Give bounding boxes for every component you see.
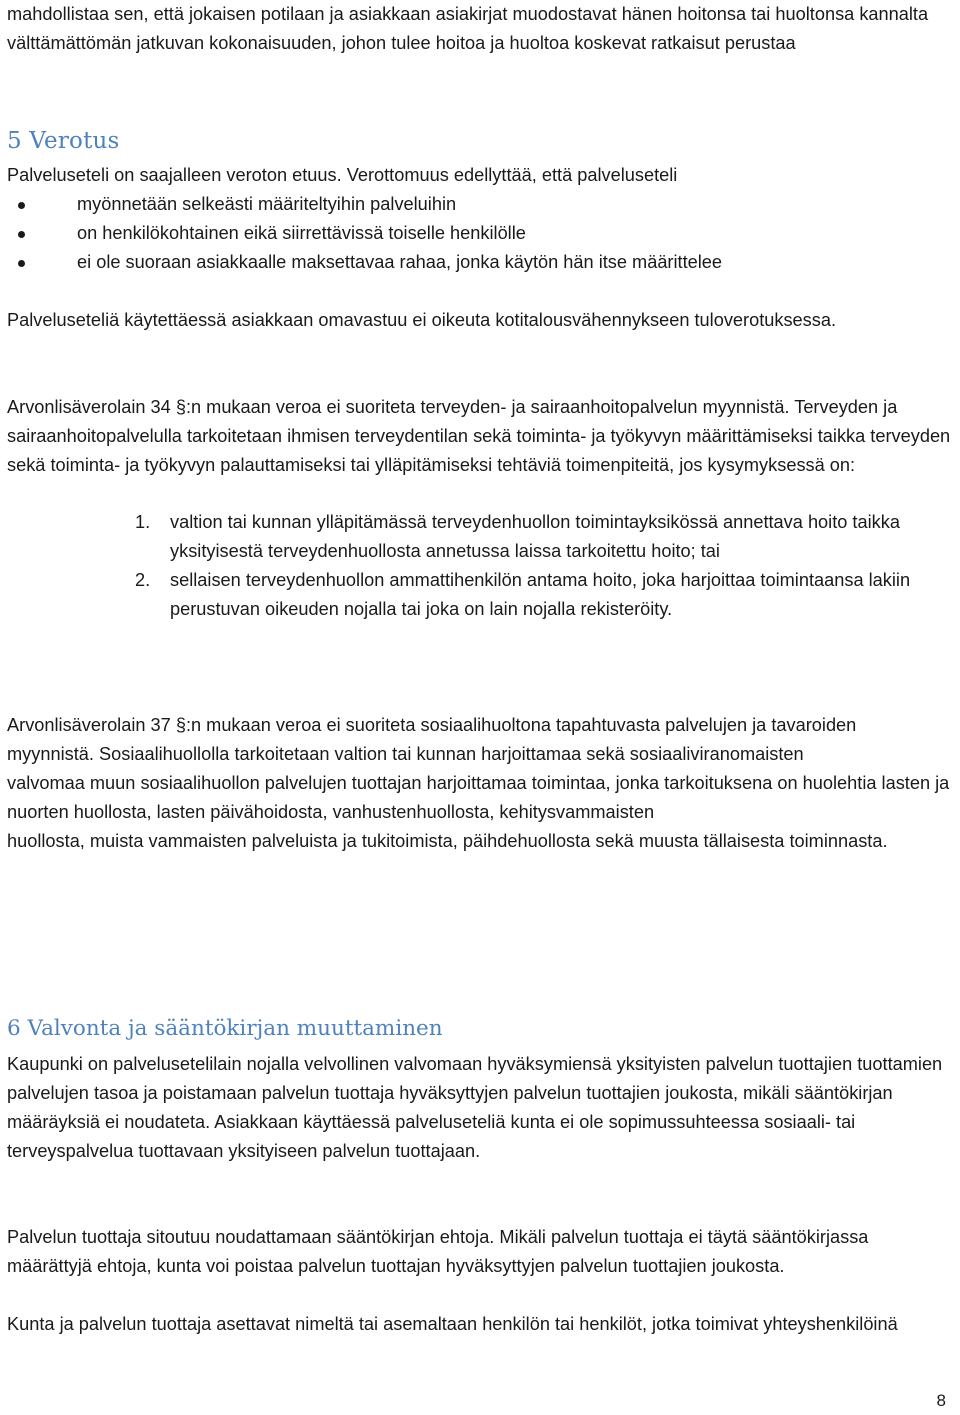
list-item-text: valtion tai kunnan ylläpitämässä terveydenhuollon toimintayksikössä annettava hoito taikka yksityisestä terveydenhuollosta annetussa laissa tarkoitettu hoito; tai (170, 512, 900, 561)
list-item (7, 248, 952, 277)
section-5-lead: Palveluseteli on saajalleen veroton etuus. Verottomuus edellyttää, että palveluseteli (7, 165, 678, 185)
list-number: 2. (135, 570, 151, 590)
sitoutuminen-paragraph: Palvelun tuottaja sitoutuu noudattamaan sääntökirjan ehtoja. Mikäli palvelun tuottaja ei täytä sääntökirjassa määrättyjä ehtoja, kunta voi poistaa palvelun tuottajan hyväksyttyjen palvelun tuottajien joukosta. (7, 1227, 869, 1276)
valvonta-paragraph: Kaupunki on palvelusetelilain nojalla velvollinen valvomaan hyväksymiensä yksityisten palvelun tuottajien tuottamien palvelujen tasoa ja poistamaan palvelun tuottaja hyväksyttyjen palvelun tuottajien joukosta, mikäli sääntökirjan määräyksiä ei noudateta. Asiakkaan käyttäessä palveluseteliä kunta ei ole sopimussuhteessa sosiaali- tai terveyspalvelua tuottavaan yksityiseen palvelun tuottajaan. (7, 1054, 943, 1161)
yhteyshenkilo-paragraph: Kunta ja palvelun tuottaja asettavat nimeltä tai asemaltaan henkilön tai henkilöt, jotka toimivat yhteyshenkilöinä (7, 1314, 898, 1334)
bullet-icon (18, 231, 25, 238)
list-item-text: sellaisen terveydenhuollon ammattihenkilön antama hoito, joka harjoittaa toimintaansa lakiin perustuvan oikeuden nojalla tai joka on lain nojalla rekisteröity. (170, 570, 911, 619)
intro-paragraph: mahdollistaa sen, että jokaisen potilaan ja asiakkaan asiakirjat muodostavat hänen hoitonsa tai huoltonsa kannalta välttämättömän jatkuvan kokonaisuuden, johon tulee hoitoa ja huoltoa koskevat ratkaisut perustaa (7, 4, 929, 53)
list-item (7, 190, 952, 219)
list-item-text: on henkilökohtainen eikä siirrettävissä toiselle henkilölle (77, 223, 526, 243)
text-line: huollosta, muista vammaisten palveluista ja tukitoimista, päihdehuollosta sekä muusta tällaisesta toiminnasta. (7, 831, 888, 851)
bullet-icon (18, 202, 25, 209)
verotus-bullet-list (7, 190, 952, 277)
section-6-heading: 6 Valvonta ja sääntökirjan muuttaminen (7, 1016, 443, 1041)
bullet-icon (18, 260, 25, 267)
list-item (7, 566, 952, 624)
alv-37-paragraph (7, 711, 952, 856)
list-item (7, 508, 952, 566)
text-line: myynnistä. Sosiaalihuollolla tarkoitetaan valtion tai kunnan harjoittamaa sekä sosiaaliviranomaisten (7, 744, 804, 764)
alv-34-paragraph: Arvonlisäverolain 34 §:n mukaan veroa ei suoriteta terveyden- ja sairaanhoitopalvelun myynnistä. Terveyden ja sairaanhoitopalvelulla tarkoitetaan ihmisen terveydentilan sekä toiminta- ja työkyvyn määrittämiseksi taikka terveyden sekä toiminta- ja työkyvyn palauttamiseksi tai ylläpitämiseksi tehtäviä toimenpiteitä, jos kysymyksessä on: (7, 397, 951, 475)
omavastuu-paragraph: Palveluseteliä käytettäessä asiakkaan omavastuu ei oikeuta kotitalousvähennykseen tuloverotuksessa. (7, 310, 837, 330)
list-item-text: ei ole suoraan asiakkaalle maksettavaa rahaa, jonka käytön hän itse määrittelee (77, 252, 723, 272)
section-5-heading: 5 Verotus (7, 128, 120, 154)
page-number: 8 (936, 1391, 946, 1410)
list-item (7, 219, 952, 248)
text-line: valvomaa muun sosiaalihuollon palvelujen tuottajan harjoittamaa toimintaa, jonka tarkoituksena on huolehtia lasten ja nuorten huollosta, lasten päivähoidosta, vanhustenhuollosta, kehitysvammaisten (7, 773, 950, 822)
hoito-numbered-list (7, 508, 952, 624)
list-number: 1. (135, 512, 151, 532)
list-item-text: myönnetään selkeästi määriteltyihin palveluihin (77, 194, 457, 214)
text-line: Arvonlisäverolain 37 §:n mukaan veroa ei suoriteta sosiaalihuoltona tapahtuvasta palvelujen ja tavaroiden (7, 715, 857, 735)
